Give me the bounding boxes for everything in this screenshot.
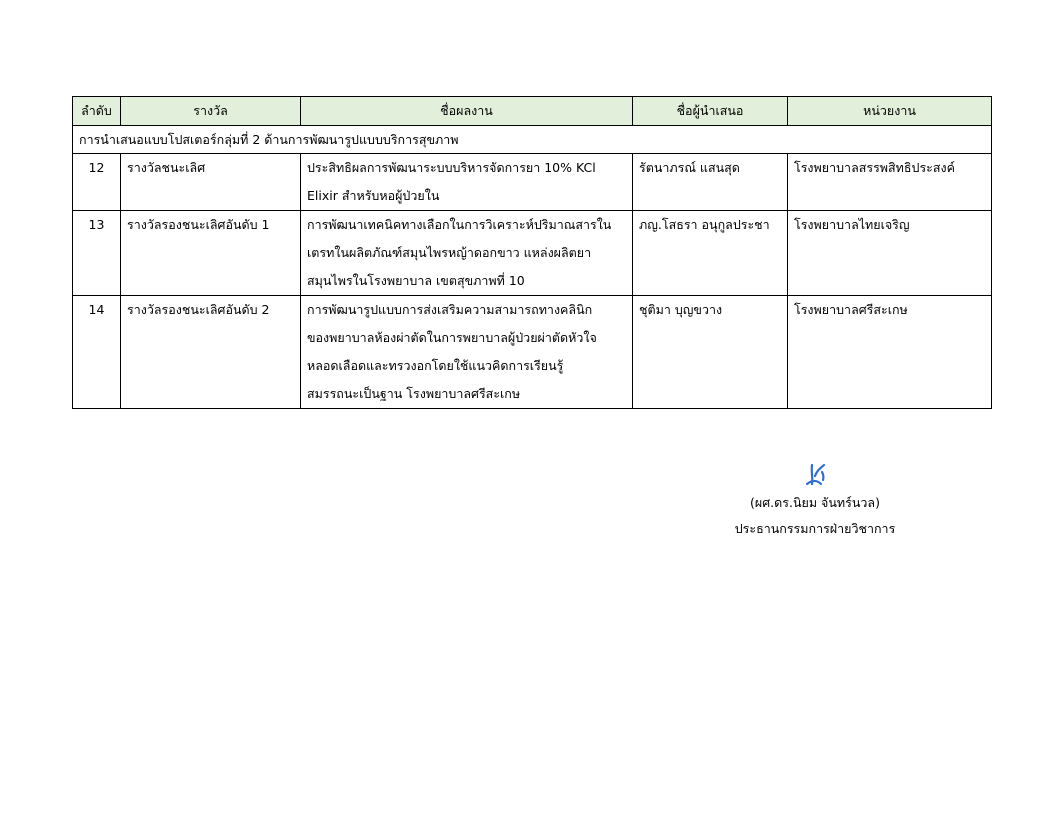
work-title-line: การพัฒนารูปแบบการส่งเสริมความสามารถทางคลินิก	[307, 302, 593, 317]
work-title-line: ของพยาบาลห้องผ่าตัดในการพยาบาลผู้ป่วยผ่าตัดหัวใจ	[307, 330, 597, 345]
handwritten-signature-icon	[803, 460, 827, 490]
work-title-line: เตรทในผลิตภัณฑ์สมุนไพรหญ้าดอกขาว แหล่งผลิตยา	[307, 245, 592, 260]
table-row	[73, 154, 992, 211]
row-work-title	[301, 296, 633, 409]
row-number: 13	[73, 211, 121, 296]
row-organization: โรงพยาบาลสรรพสิทธิประสงค์	[788, 154, 992, 211]
header-award: รางวัล	[121, 97, 301, 126]
row-number: 12	[73, 154, 121, 211]
section-row	[73, 126, 992, 154]
work-title-line: Elixir สำหรับหอผู้ป่วยใน	[307, 188, 440, 203]
work-title-line: ประสิทธิผลการพัฒนาระบบบริหารจัดการยา 10% KCl	[307, 160, 596, 175]
row-presenter: รัตนาภรณ์ แสนสุด	[633, 154, 788, 211]
header-work-title: ชื่อผลงาน	[301, 97, 633, 126]
row-number: 14	[73, 296, 121, 409]
work-title-line: การพัฒนาเทคนิคทางเลือกในการวิเคราะห์ปริมาณสารใน	[307, 217, 612, 232]
table-header	[73, 97, 992, 126]
row-organization: โรงพยาบาลไทยเจริญ	[788, 211, 992, 296]
signature-block	[700, 460, 930, 542]
row-award: รางวัลรองชนะเลิศอันดับ 2	[121, 296, 301, 409]
header-order: ลำดับ	[73, 97, 121, 126]
header-organization: หน่วยงาน	[788, 97, 992, 126]
row-presenter: ชุติมา บุญขวาง	[633, 296, 788, 409]
row-award: รางวัลชนะเลิศ	[121, 154, 301, 211]
table-body	[73, 126, 992, 409]
row-work-title	[301, 211, 633, 296]
section-title: การนำเสนอแบบโปสเตอร์กลุ่มที่ 2 ด้านการพัฒนารูปแบบบริการสุขภาพ	[73, 126, 992, 154]
row-organization: โรงพยาบาลศรีสะเกษ	[788, 296, 992, 409]
table-row	[73, 211, 992, 296]
signatory-position: ประธานกรรมการฝ่ายวิชาการ	[734, 521, 896, 536]
header-row	[73, 97, 992, 126]
header-presenter: ชื่อผู้นำเสนอ	[633, 97, 788, 126]
row-presenter: ภญ.โสธรา อนุกูลประชา	[633, 211, 788, 296]
row-work-title	[301, 154, 633, 211]
work-title-line: สมุนไพรในโรงพยาบาล เขตสุขภาพที่ 10	[307, 273, 525, 288]
awards-table	[72, 96, 992, 409]
signatory-name: (ผศ.ดร.นิยม จันทร์นวล)	[750, 495, 880, 510]
work-title-line: สมรรถนะเป็นฐาน โรงพยาบาลศรีสะเกษ	[307, 386, 521, 401]
table-row	[73, 296, 992, 409]
row-award: รางวัลรองชนะเลิศอันดับ 1	[121, 211, 301, 296]
work-title-line: หลอดเลือดและทรวงอกโดยใช้แนวคิดการเรียนรู้	[307, 358, 564, 373]
